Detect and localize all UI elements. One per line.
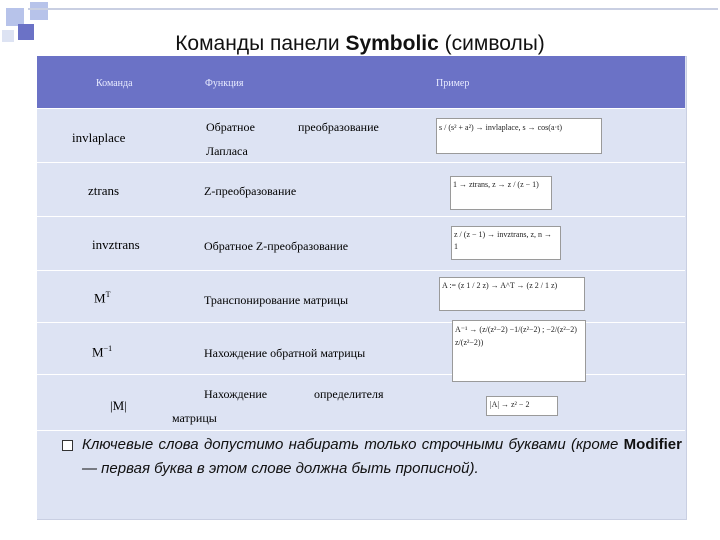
table-row xyxy=(37,270,685,323)
example-formula: A⁻¹ → (z/(z²−2) −1/(z²−2) ; −2/(z²−2) z/(z²−2)) xyxy=(452,320,586,382)
function-text: Нахождение xyxy=(204,387,268,401)
header-command: Команда xyxy=(96,78,133,89)
decor-square-2 xyxy=(30,2,48,20)
example-formula: 1 → ztrans, z → z / (z − 1) xyxy=(450,176,552,210)
header-function: Функция xyxy=(205,78,244,89)
function-text: Z-преобразование xyxy=(204,184,297,198)
function-text: Лапласа xyxy=(206,144,248,158)
bullet-square-icon xyxy=(62,440,73,451)
table-row xyxy=(37,162,685,217)
command-transpose: $M^T$ xyxy=(94,290,111,306)
decor-line xyxy=(28,8,718,10)
table-header xyxy=(37,56,685,108)
example-formula: |A| → z² − 2 xyxy=(486,396,558,416)
function-text: матрицы xyxy=(172,411,217,425)
example-formula: s / (s² + a²) → invlaplace, s → cos(a·t) xyxy=(436,118,602,154)
function-text: Обратное Z-преобразование xyxy=(204,239,349,253)
slide-title: Команды панели Symbolic (символы) xyxy=(175,32,545,55)
function-text: определителя xyxy=(314,387,384,401)
example-formula: A := (z 1 / 2 z) → A^T → (z 2 / 1 z) xyxy=(439,277,585,311)
function-text: Обратное xyxy=(206,120,255,134)
command-ztrans: ztrans xyxy=(88,183,120,198)
function-text: преобразование xyxy=(298,120,379,134)
note-text: Ключевые слова допустимо набирать только строчными буквами (кроме Modifier — первая буква в этом слове должна быть прописной). xyxy=(82,436,682,477)
command-determinant: |M| xyxy=(110,398,127,413)
example-formula: z / (z − 1) → invztrans, z, n → 1 xyxy=(451,226,561,260)
command-inverse: $M^{-1}$ xyxy=(92,344,113,360)
function-text: Нахождение обратной матрицы xyxy=(204,346,366,360)
table-row xyxy=(37,374,685,431)
command-invztrans: invztrans xyxy=(92,237,140,252)
function-text: Транспонирование матрицы xyxy=(204,293,349,307)
header-example: Пример xyxy=(436,78,470,89)
command-invlaplace: invlaplace xyxy=(72,130,126,145)
